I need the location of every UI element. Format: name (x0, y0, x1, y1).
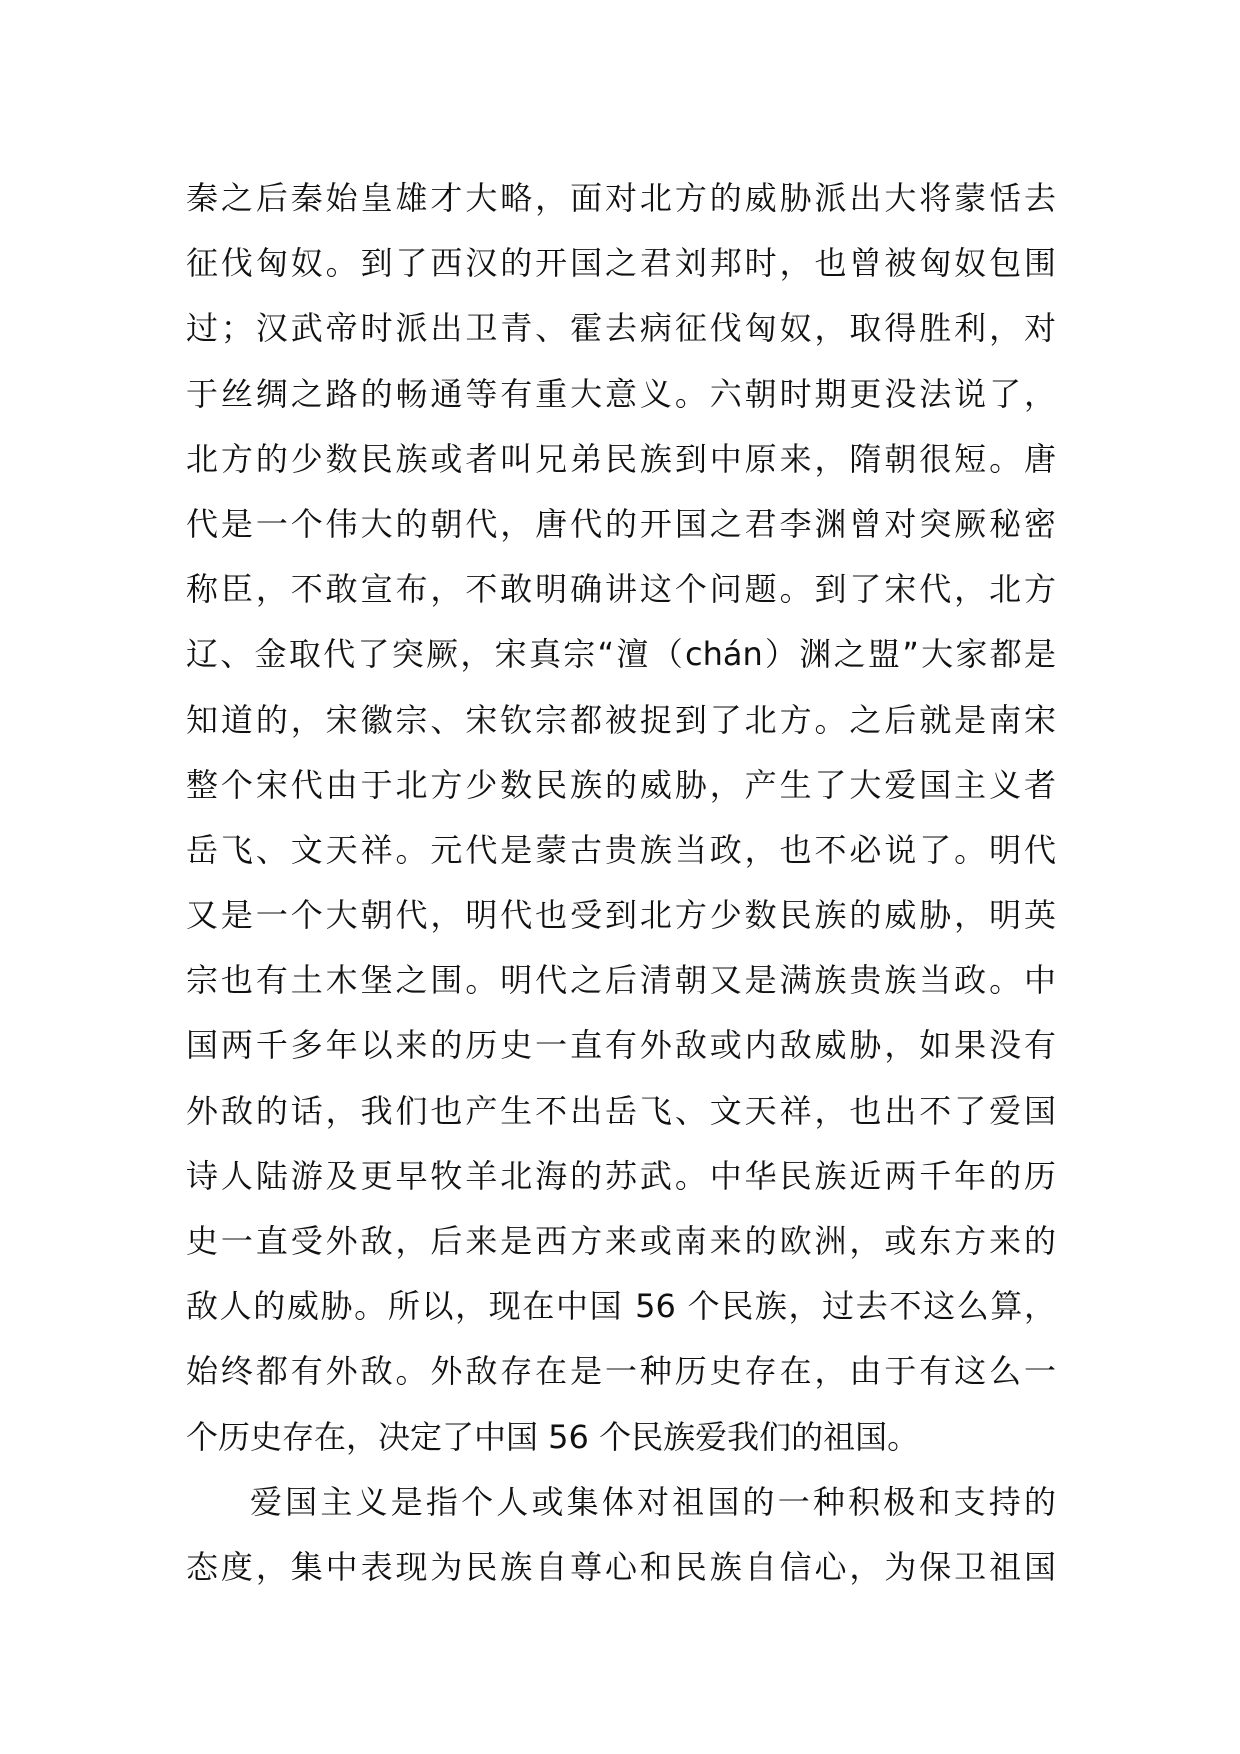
text-line: 国两千多年以来的历史一直有外敌或内敌威胁，如果没有 (186, 1026, 1056, 1065)
text-line: 称臣，不敢宣布，不敢明确讲这个问题。到了宋代，北方 (186, 570, 1056, 609)
text-line: 史一直受外敌，后来是西方来或南来的欧洲，或东方来的 (186, 1222, 1056, 1260)
text-line: 北方的少数民族或者叫兄弟民族到中原来，隋朝很短。唐 (186, 439, 1056, 478)
text-line: 知道的，宋徽宗、宋钦宗都被捉到了北方。之后就是南宋 (186, 700, 1056, 739)
text-line: 始终都有外敌。外敌存在是一种历史存在，由于有这么一 (186, 1352, 1056, 1391)
body-text (186, 166, 1056, 1600)
text-line: 征伐匈奴。到了西汉的开国之君刘邦时，也曾被匈奴包围 (186, 244, 1056, 283)
text-line: 代是一个伟大的朝代，唐代的开国之君李渊曾对突厥秘密 (186, 504, 1056, 543)
text-line: 整个宋代由于北方少数民族的威胁，产生了大爱国主义者 (186, 765, 1056, 804)
text-line: 秦之后秦始皇雄才大略，面对北方的威胁派出大将蒙恬去 (186, 179, 1056, 217)
text-line: 于丝绸之路的畅通等有重大意义。六朝时期更没法说了， (186, 374, 1056, 413)
text-line: 岳飞、文天祥。元代是蒙古贵族当政，也不必说了。明代 (186, 830, 1056, 869)
paragraph-start-line: 爱国主义是指个人或集体对祖国的一种积极和支持的 (250, 1482, 1056, 1521)
text-line: 过；汉武帝时派出卫青、霍去病征伐匈奴，取得胜利，对 (186, 309, 1056, 348)
text-line: 诗人陆游及更早牧羊北海的苏武。中华民族近两千年的历 (186, 1156, 1056, 1195)
text-line: 敌人的威胁。所以，现在中国 56 个民族，过去不这么算， (186, 1287, 1056, 1326)
text-line: 个历史存在，决定了中国 56 个民族爱我们的祖国。 (186, 1417, 920, 1456)
text-line: 外敌的话，我们也产生不出岳飞、文天祥，也出不了爱国 (186, 1091, 1056, 1130)
text-line: 态度，集中表现为民族自尊心和民族自信心，为保卫祖国 (186, 1547, 1056, 1586)
text-line: 宗也有土木堡之围。明代之后清朝又是满族贵族当政。中 (186, 961, 1056, 1000)
text-line: 辽、金取代了突厥，宋真宗“澶（chán）渊之盟”大家都是 (186, 635, 1056, 674)
text-line: 又是一个大朝代，明代也受到北方少数民族的威胁，明英 (186, 896, 1056, 935)
